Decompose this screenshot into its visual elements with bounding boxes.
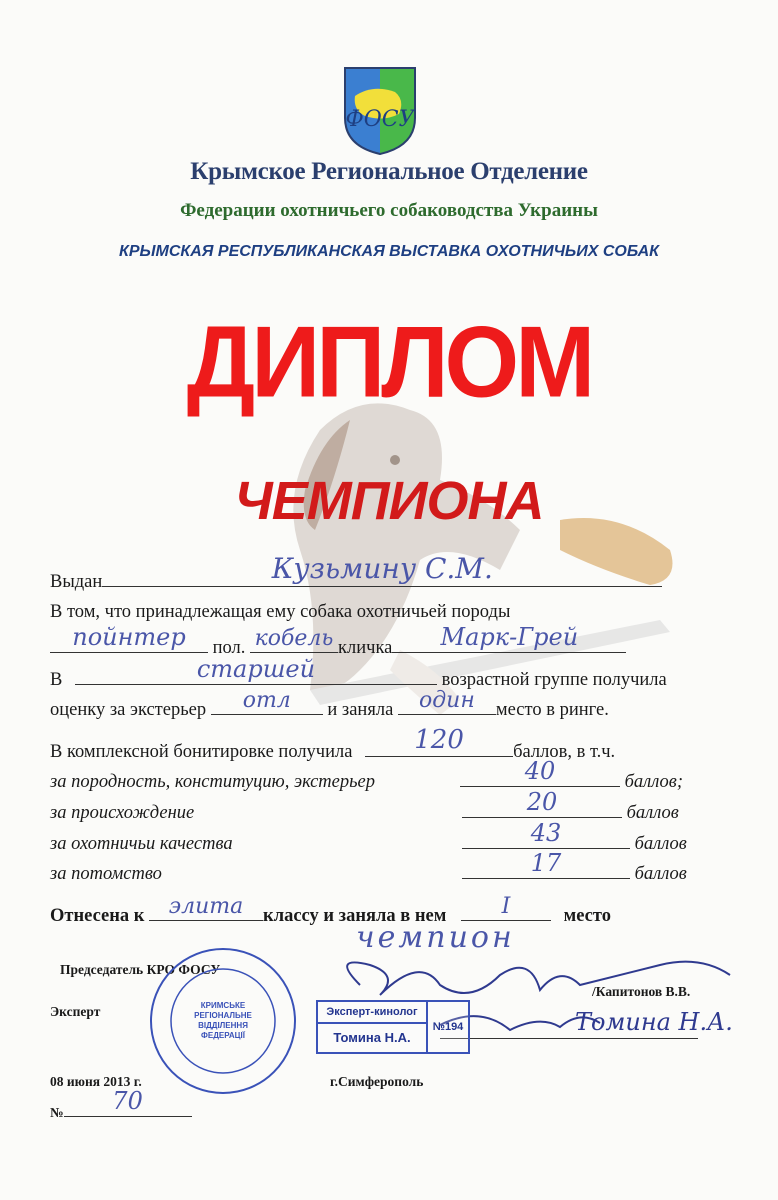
breakdown-label: за породность, конституцию, экстерьер [50, 772, 375, 792]
round-seal [148, 946, 298, 1096]
svg-text:КРИМСЬКЕ: КРИМСЬКЕ [200, 1001, 246, 1010]
belongs-text: В том, что принадлежащая ему собака охотничьей породы [50, 602, 511, 622]
chairman-name: /Капитонов В.В. [592, 984, 691, 999]
expert-label: Эксперт [50, 1004, 101, 1019]
class-label: Отнесена к [50, 906, 145, 926]
place-handwritten: один [418, 688, 475, 713]
svg-text:ВІДДІЛЕННЯ: ВІДДІЛЕННЯ [198, 1021, 248, 1030]
score-handwritten: отл [242, 688, 291, 713]
dog-name-handwritten: Марк-Грей [440, 623, 579, 651]
stamp-title: Эксперт-кинолог [318, 1002, 428, 1024]
stamp-name: Томина Н.А. [318, 1024, 428, 1052]
owner-name-handwritten: Кузьмину С.М. [271, 552, 493, 585]
org-name-line1: Крымское Региональное Отделение [190, 158, 588, 185]
breed-handwritten: пойнтер [72, 623, 186, 651]
breakdown-unit: баллов; [624, 772, 683, 792]
city-label: г.Симферополь [330, 1074, 424, 1089]
class-place-handwritten: I [501, 894, 511, 919]
breakdown-label: за происхождение [50, 803, 195, 823]
breakdown-value: 20 [526, 788, 558, 816]
name-label: кличка [338, 638, 393, 658]
number-handwritten: 70 [112, 1087, 143, 1115]
svg-text:РЕГІОНАЛЬНЕ: РЕГІОНАЛЬНЕ [194, 1011, 252, 1020]
class-suffix: место [563, 906, 611, 926]
age-group-row [50, 655, 667, 691]
class-middle: классу и заняла в нем [263, 906, 447, 926]
complex-score-handwritten: 120 [414, 725, 464, 755]
issued-row [50, 552, 662, 593]
age-group-label: возрастной группе получила [441, 670, 667, 690]
class-row [50, 894, 611, 927]
expert-name-handwritten: Томина Н.А. [575, 1008, 733, 1036]
breakdown-value: 43 [530, 819, 562, 847]
stamp-number: №194 [432, 1021, 464, 1033]
expert-stamp [316, 1000, 470, 1054]
show-name: КРЫМСКАЯ РЕСПУБЛИКАНСКАЯ ВЫСТАВКА ОХОТНИЧЬИХ СОБАК [119, 243, 659, 260]
chairman-label: Председатель КРО ФОСУ [60, 962, 221, 977]
class-handwritten: элита [168, 894, 244, 919]
diploma-subtitle: ЧЕМПИОНА [234, 471, 544, 531]
complex-suffix: баллов, в т.ч. [513, 742, 616, 762]
logo-text: ФОСУ [345, 107, 415, 132]
diploma-title: ДИПЛОМ [186, 306, 592, 419]
in-label: В [50, 670, 63, 690]
number-row [50, 1087, 192, 1121]
breakdown-row [50, 849, 687, 885]
score-row [50, 688, 609, 721]
sex-label: пол. [212, 638, 246, 658]
issued-label: Выдан [50, 572, 103, 592]
breakdown-unit: баллов [634, 864, 687, 884]
age-group-handwritten: старшей [196, 655, 316, 683]
champion-handwritten-note: чемпион [356, 920, 515, 955]
svg-text:ФЕДЕРАЦІЇ: ФЕДЕРАЦІЇ [201, 1031, 245, 1040]
complex-label: В комплексной бонитировке получила [50, 742, 353, 762]
breakdown-unit: баллов [626, 803, 679, 823]
sex-handwritten: кобель [254, 626, 334, 651]
breakdown-unit: баллов [634, 834, 687, 854]
place-suffix: место в ринге. [495, 700, 609, 720]
fosu-logo [343, 66, 417, 156]
org-name-line2: Федерации охотничьего собаководства Украины [180, 200, 598, 221]
score-label: оценку за экстерьер [50, 700, 207, 720]
breakdown-value: 17 [530, 849, 562, 877]
breakdown-label: за охотничьи качества [50, 834, 233, 854]
date-label: 08 июня 2013 г. [50, 1074, 142, 1089]
breakdown-value: 40 [524, 757, 556, 785]
number-label: № [50, 1105, 64, 1120]
breakdown-label: за потомство [50, 864, 162, 884]
place-label: и заняла [327, 700, 394, 720]
